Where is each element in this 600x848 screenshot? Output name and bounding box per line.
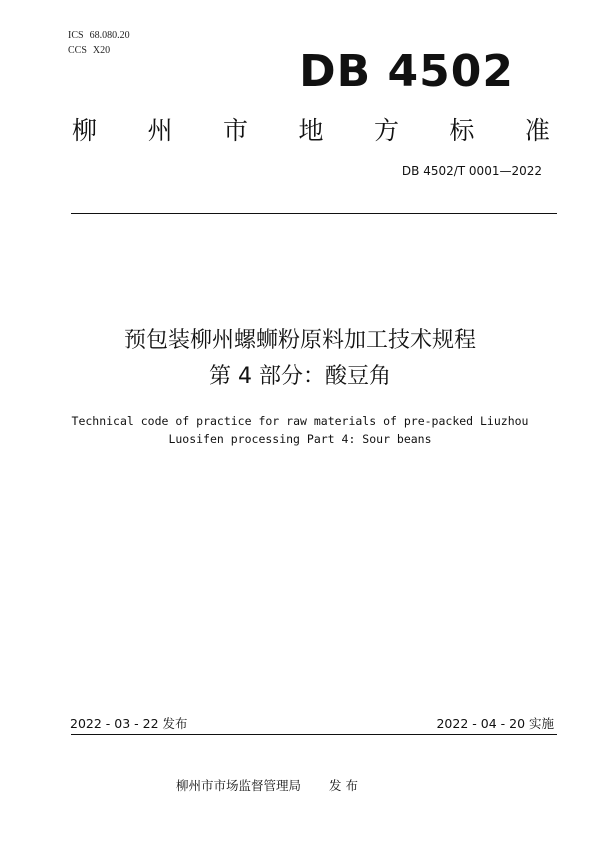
title-char: 标 — [449, 116, 475, 145]
title-char: 州 — [147, 116, 173, 145]
issuer-name: 柳州市市场监督管理局 — [176, 778, 302, 793]
english-title-line-2: Luosifen processing Part 4: Sour beans — [168, 432, 432, 446]
title-char: 方 — [373, 116, 399, 145]
issuing-authority — [176, 776, 358, 794]
ics-label: ICS — [68, 30, 84, 41]
issue-date: 2022 - 03 - 22 发布 — [70, 716, 188, 731]
region-code: 4502 — [387, 46, 514, 97]
title-char: 市 — [222, 116, 248, 145]
title-char: 地 — [298, 116, 324, 145]
standard-number: DB 4502/T 0001—2022 — [401, 164, 542, 178]
publish-label: 发 布 — [329, 778, 358, 793]
ccs-classification — [68, 45, 110, 56]
top-divider — [71, 213, 557, 214]
ccs-label: CCS — [68, 45, 87, 56]
chinese-title-line-1: 预包装柳州螺蛳粉原料加工技术规程 — [123, 328, 476, 353]
ics-code: 68.080.20 — [89, 30, 130, 41]
bottom-divider — [71, 734, 557, 735]
english-title-line-1: Technical code of practice for raw materials of pre-packed Liuzhou — [71, 414, 529, 428]
db-mark: DB — [299, 46, 372, 97]
chinese-title-line-2: 第 4 部分：酸豆角 — [209, 364, 391, 389]
ccs-code: X20 — [92, 45, 111, 56]
title-char: 准 — [524, 116, 550, 145]
title-char: 柳 — [72, 116, 98, 145]
ics-classification — [68, 30, 130, 41]
implementation-date: 2022 - 04 - 20 实施 — [436, 716, 554, 731]
db-logo — [299, 46, 514, 97]
standard-type-title — [72, 118, 550, 143]
